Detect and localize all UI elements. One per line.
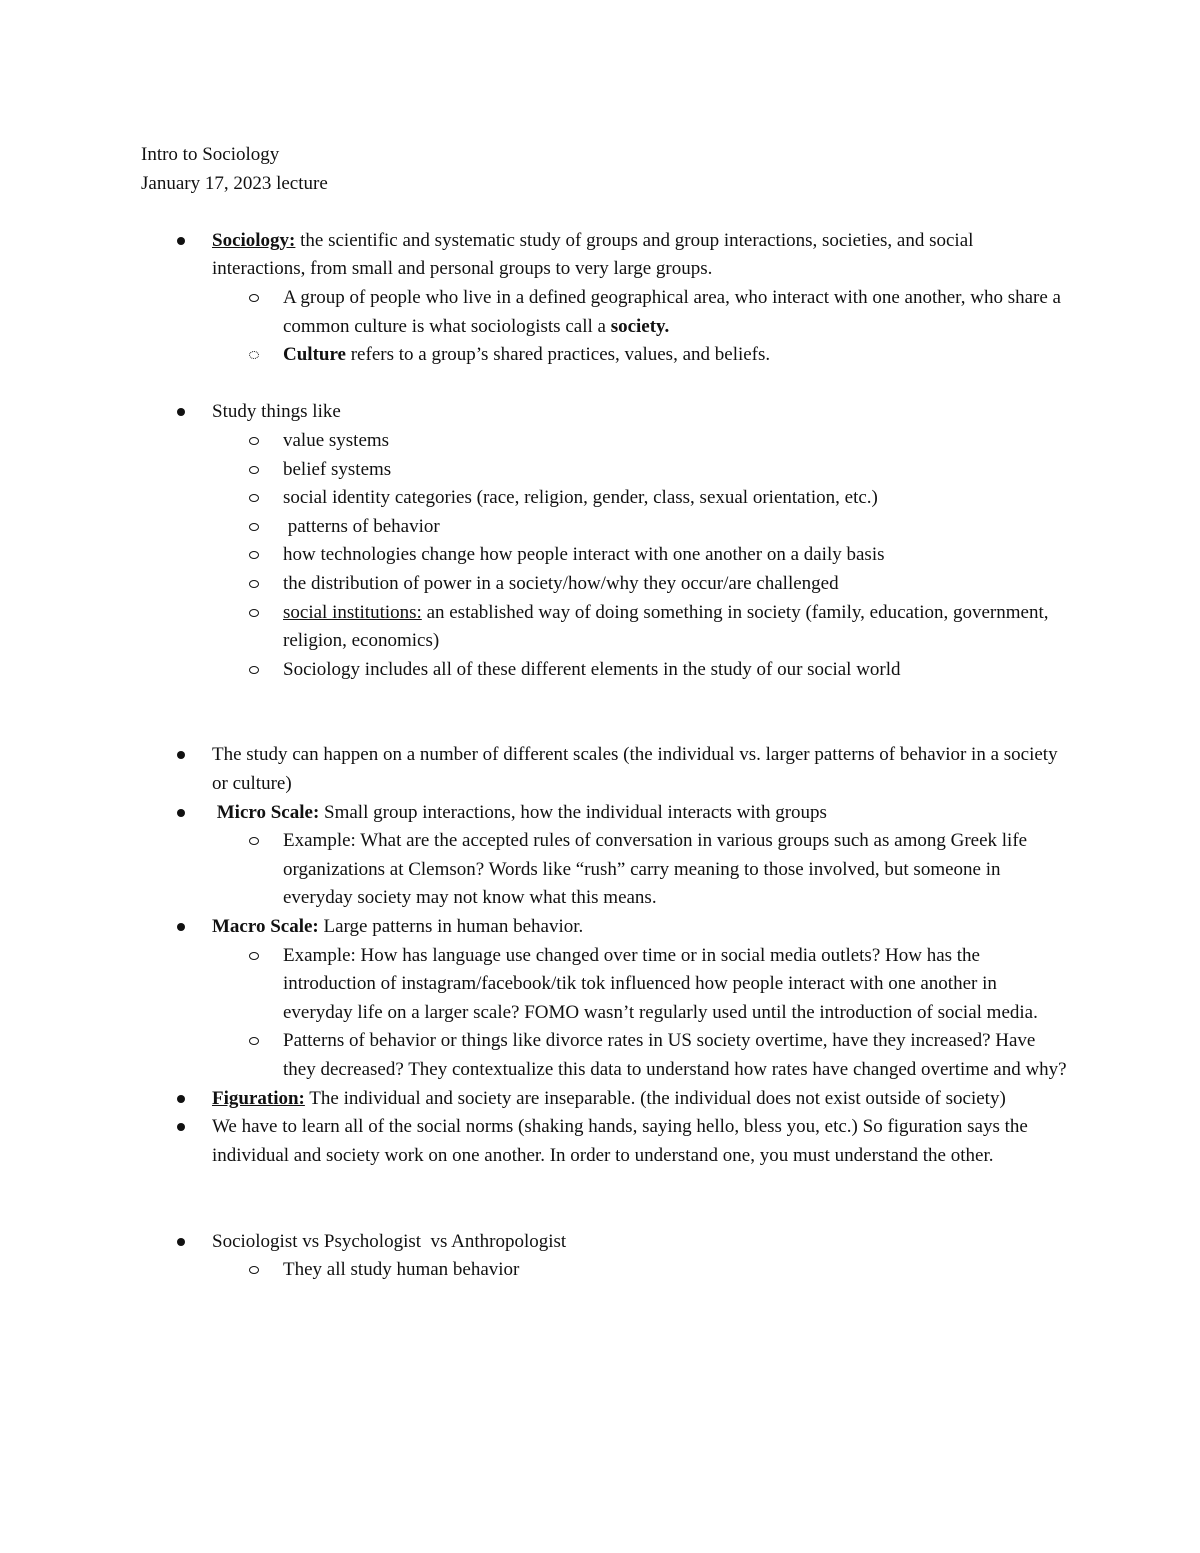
comparison-sub: They all study human behavior — [283, 1259, 520, 1281]
list-item — [141, 513, 1071, 542]
list-item-study — [141, 398, 1071, 684]
list-item — [141, 942, 1071, 1028]
term-macro-scale: Macro Scale: — [212, 916, 319, 938]
list-item-sociology — [141, 227, 1071, 370]
circle-bullet-icon — [249, 666, 259, 674]
list-item — [141, 427, 1071, 456]
list-item — [141, 570, 1071, 599]
circle-bullet-icon — [249, 580, 259, 588]
scales-intro: The study can happen on a number of different scales (the individual vs. larger patterns of behavior in a society or culture) — [212, 744, 1058, 795]
lecture-date: January 17, 2023 lecture — [141, 172, 328, 194]
society-text: A group of people who live in a defined geographical area, who interact with one another, who share a common culture is what sociologists call a — [283, 286, 1061, 337]
list-item-society — [141, 284, 1071, 341]
term-social-institutions: social institutions: — [283, 601, 422, 623]
circle-bullet-icon — [249, 1266, 259, 1274]
bullet-icon — [177, 751, 185, 759]
study-item-text: Sociology includes all of these different elements in the study of our social world — [283, 658, 901, 680]
circle-bullet-icon — [249, 494, 259, 502]
study-item-text: belief systems — [283, 458, 392, 480]
list-item — [141, 1027, 1071, 1084]
study-sublist — [212, 427, 1071, 684]
list-item-macro — [141, 913, 1071, 1085]
sociology-list — [141, 227, 1071, 370]
bullet-icon — [177, 1238, 185, 1246]
sociology-sublist — [212, 284, 1071, 370]
study-item-text: the distribution of power in a society/how/why they occur/are challenged — [283, 572, 839, 594]
culture-text: refers to a group’s shared practices, values, and beliefs. — [345, 344, 771, 366]
circle-bullet-icon — [249, 952, 259, 960]
institutions-text: an established way of doing something in society (family, education, government, religion, economics) — [283, 601, 1049, 652]
circle-bullet-icon — [249, 551, 259, 559]
circle-bullet-icon — [249, 837, 259, 845]
study-item-text: how technologies change how people interact with one another on a daily basis — [283, 544, 885, 566]
micro-example: Example: What are the accepted rules of conversation in various groups such as among Greek life organizations at Clemson? Words like “rush” carry meaning to those involved, but someone in everyday society may not know what this means. — [283, 830, 1028, 909]
term-figuration: Figuration: — [212, 1087, 305, 1109]
bullet-icon — [177, 923, 185, 931]
macro-example-2: Patterns of behavior or things like divorce rates in US society overtime, have they increased? Have they decreased? They contextualize this data to understand how rates have changed overtime and why? — [283, 1030, 1067, 1080]
list-item — [141, 541, 1071, 570]
study-list — [141, 398, 1071, 684]
bullet-icon — [177, 408, 185, 416]
circle-bullet-icon — [249, 351, 259, 359]
list-item-micro — [141, 799, 1071, 913]
list-item — [141, 827, 1071, 913]
study-item-text: social identity categories (race, religion, gender, class, sexual orientation, etc.) — [283, 487, 878, 509]
list-item — [141, 484, 1071, 513]
list-item-institutions — [141, 599, 1071, 656]
term-culture: Culture — [283, 344, 346, 366]
sociology-definition: the scientific and systematic study of groups and group interactions, societies, and social interactions, from small and personal groups to very large groups. — [212, 229, 974, 280]
study-item-text: value systems — [283, 429, 390, 451]
list-item-norms — [141, 1113, 1071, 1170]
list-item-figuration — [141, 1085, 1071, 1114]
list-item — [141, 456, 1071, 485]
study-intro: Study things like — [212, 401, 341, 423]
study-item-text: patterns of behavior — [283, 515, 440, 537]
circle-bullet-icon — [249, 294, 259, 302]
list-item-culture — [141, 341, 1071, 370]
circle-bullet-icon — [249, 609, 259, 617]
circle-bullet-icon — [249, 1037, 259, 1045]
macro-text: Large patterns in human behavior. — [318, 916, 584, 938]
comparison-list — [141, 1228, 1071, 1285]
bullet-icon — [177, 237, 185, 245]
circle-bullet-icon — [249, 466, 259, 474]
list-item-comparison — [141, 1228, 1071, 1285]
micro-text: Small group interactions, how the individual interacts with groups — [319, 801, 827, 823]
comparison-intro: Sociologist vs Psychologist vs Anthropologist — [212, 1230, 567, 1252]
bullet-icon — [177, 1095, 185, 1103]
scales-list — [141, 741, 1071, 1170]
term-society: society. — [610, 315, 670, 337]
macro-sublist — [212, 942, 1071, 1085]
norms-text: We have to learn all of the social norms (shaking hands, saying hello, bless you, etc.) So figuration says the individual and society work on one another. In order to understand one, you must understand the other. — [212, 1116, 1028, 1166]
circle-bullet-icon — [249, 523, 259, 531]
term-sociology: Sociology: — [212, 229, 296, 251]
list-item-scales — [141, 741, 1071, 798]
figuration-text: The individual and society are inseparable. (the individual does not exist outside of society) — [304, 1087, 1006, 1109]
bullet-icon — [177, 809, 185, 817]
list-item — [141, 1256, 1071, 1285]
macro-example-1: Example: How has language use changed over time or in social media outlets? How has the introduction of instagram/facebook/tik tok influenced how people interact with one another in everyday life on a larger scale? FOMO wasn’t regularly used until the introduction of social media. — [283, 944, 1038, 1023]
document-page — [141, 141, 1071, 1285]
term-micro-scale: Micro Scale: — [216, 801, 320, 823]
document-title: Intro to Sociology — [141, 144, 280, 165]
bullet-icon — [177, 1123, 185, 1131]
comparison-sublist — [212, 1256, 1071, 1285]
micro-sublist — [212, 827, 1071, 913]
circle-bullet-icon — [249, 437, 259, 445]
list-item — [141, 656, 1071, 685]
